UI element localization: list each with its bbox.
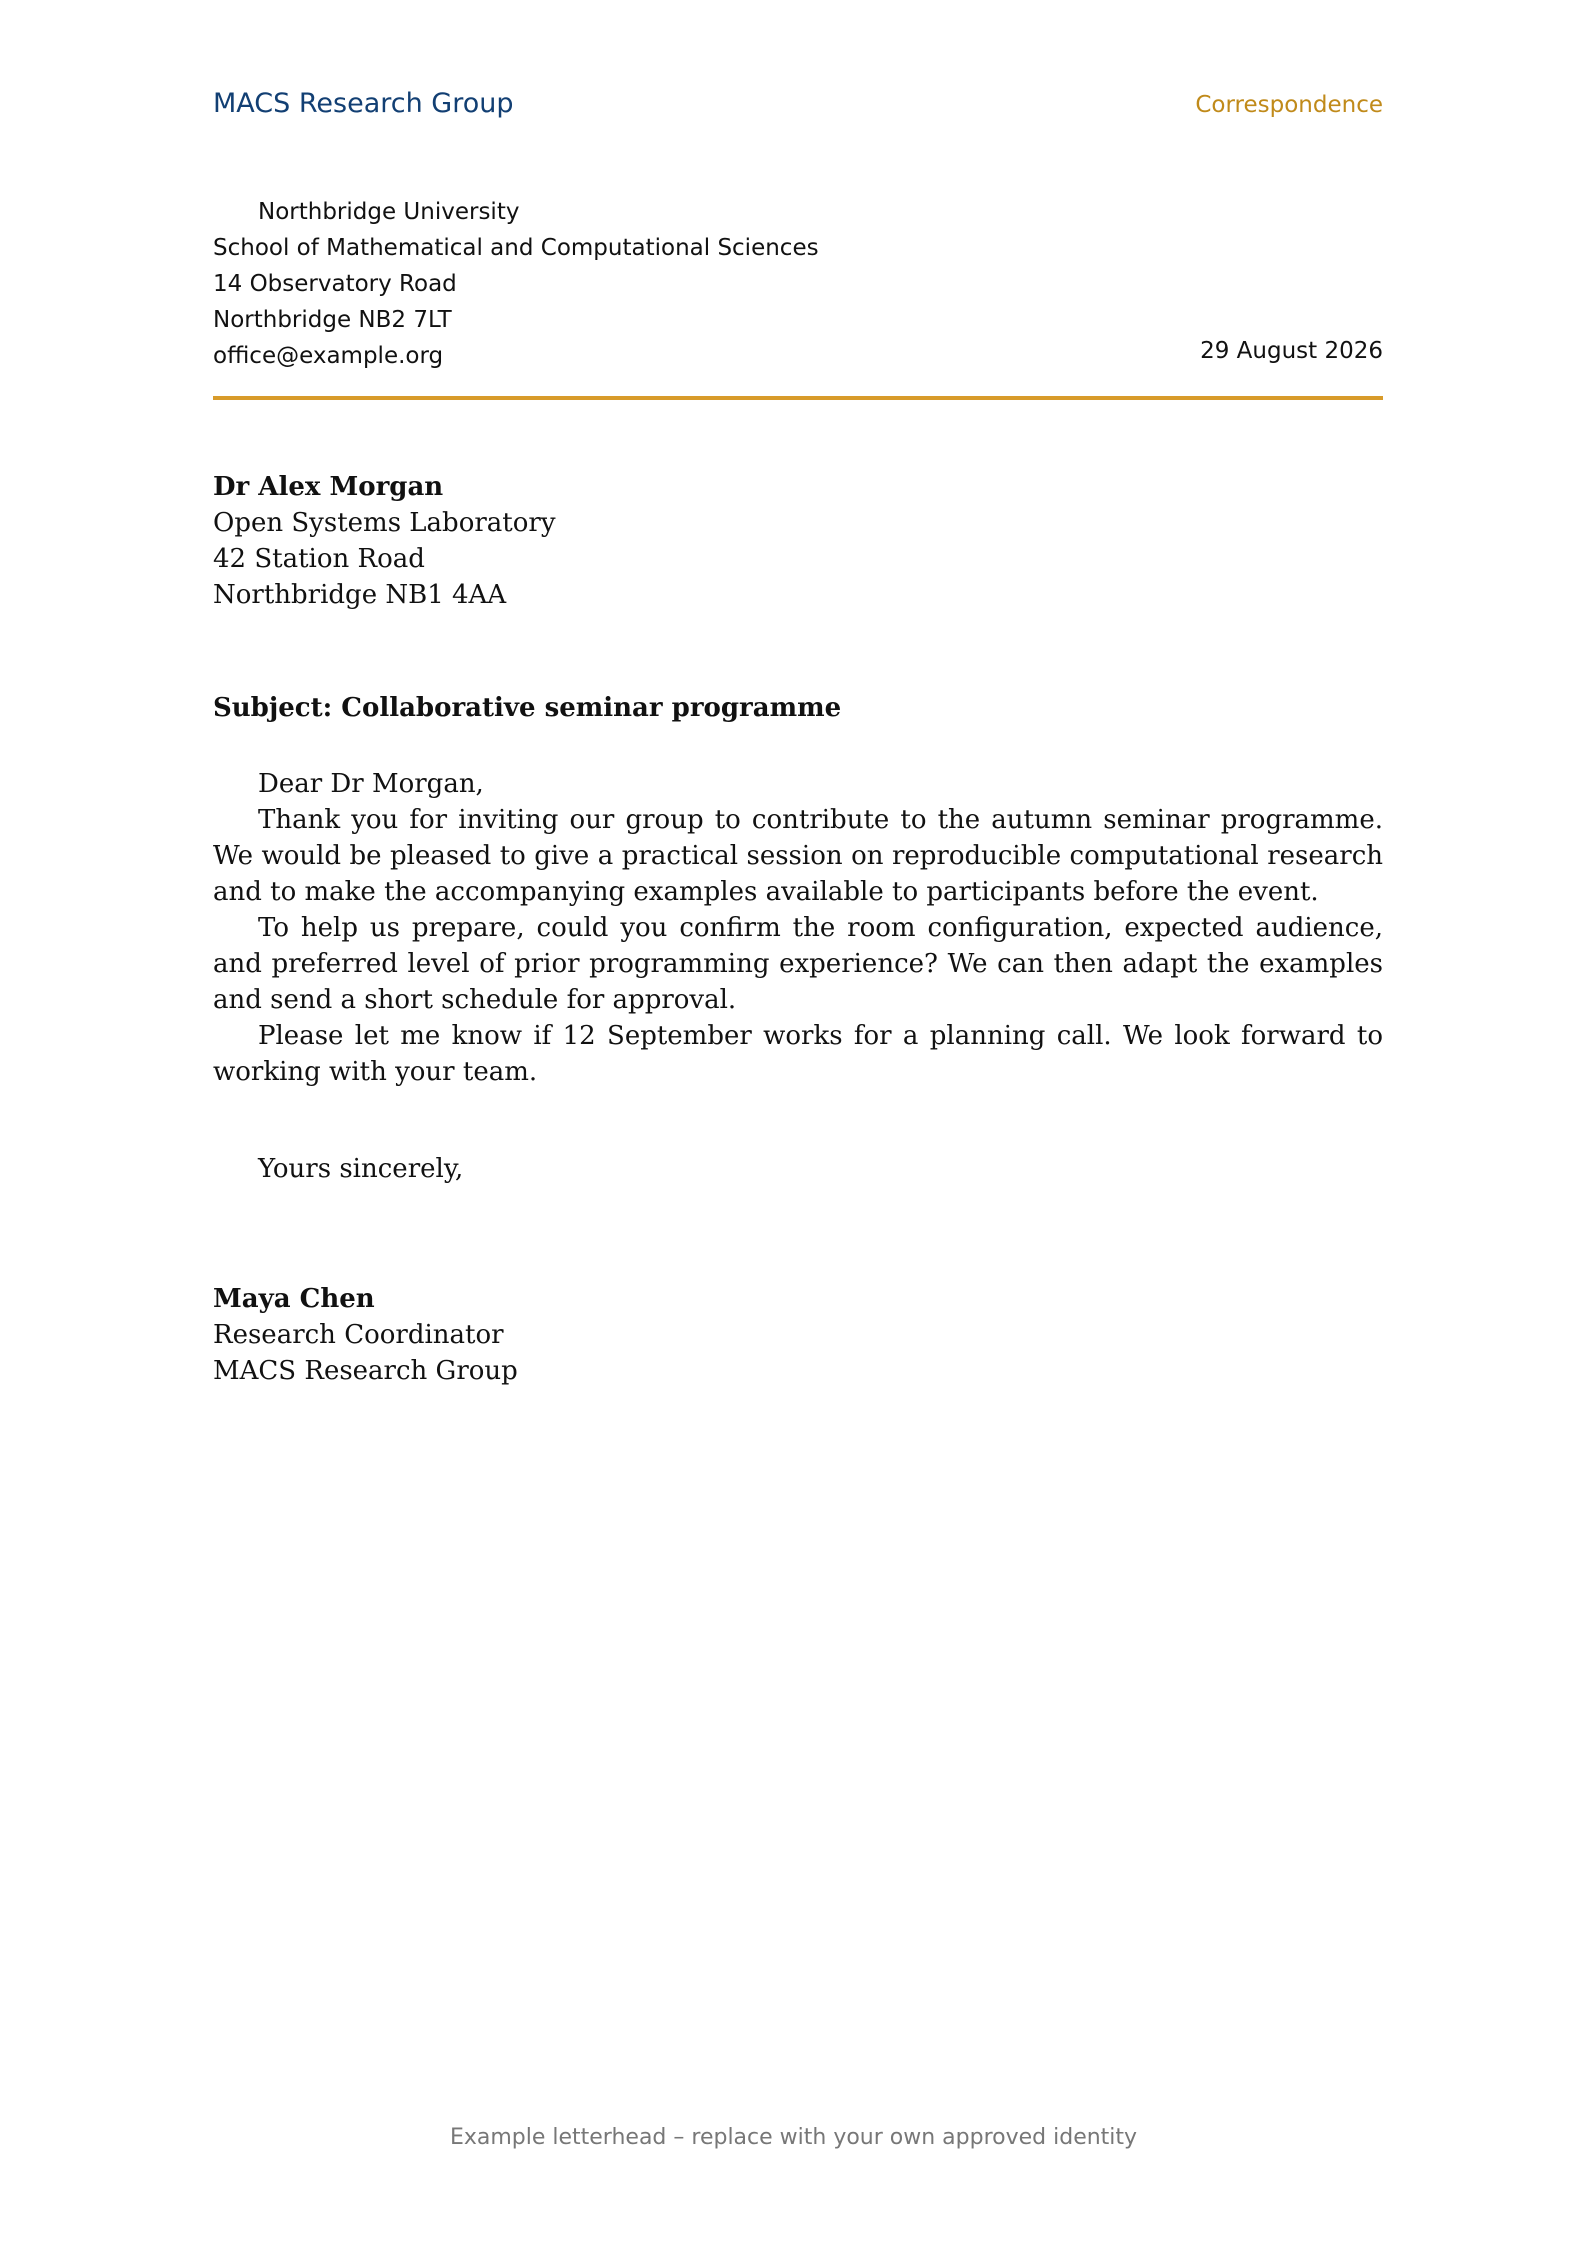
recipient-city: Northbridge NB1 4AA (213, 580, 507, 610)
letter-body (213, 766, 1383, 1090)
signatory-name: Maya Chen (213, 1284, 375, 1314)
closing: Yours sincerely, (258, 1154, 464, 1184)
sender-email: office@example.org (213, 343, 444, 369)
sender-institution: Northbridge University (258, 199, 520, 225)
letter-date: 29 August 2026 (1200, 338, 1383, 364)
letter-subject: Subject: Collaborative seminar programme (213, 693, 842, 723)
recipient-address (213, 469, 556, 613)
recipient-name: Dr Alex Morgan (213, 472, 444, 502)
letterhead-group-name: MACS Research Group (213, 88, 514, 119)
salutation: Dear Dr Morgan, (258, 769, 484, 799)
body-paragraph: To help us prepare, could you confirm the room configuration, expected audience, and preferred level of prior programming experience? We can then adapt the examples and send a short schedule for approval. (213, 913, 1383, 1015)
signatory-title: Research Coordinator (213, 1320, 504, 1350)
letterhead-tag: Correspondence (1195, 92, 1383, 118)
sender-school: School of Mathematical and Computational Sciences (213, 235, 819, 261)
signatory-organisation: MACS Research Group (213, 1356, 518, 1386)
recipient-street: 42 Station Road (213, 544, 425, 574)
recipient-organisation: Open Systems Laboratory (213, 508, 556, 538)
body-paragraph: Thank you for inviting our group to contribute to the autumn seminar programme. We would be pleased to give a practical session on reproducible computational research and to make the accompanying examples available to participants before the event. (213, 805, 1383, 907)
footer-note: Example letterhead – replace with your own approved identity (449, 2125, 1138, 2150)
sender-city: Northbridge NB2 7LT (213, 307, 452, 333)
body-paragraph: Please let me know if 12 September works for a planning call. We look forward to working with your team. (213, 1021, 1383, 1087)
sender-address (213, 194, 819, 374)
header-divider (213, 396, 1383, 400)
signature-block (213, 1281, 518, 1389)
sender-street: 14 Observatory Road (213, 271, 457, 297)
